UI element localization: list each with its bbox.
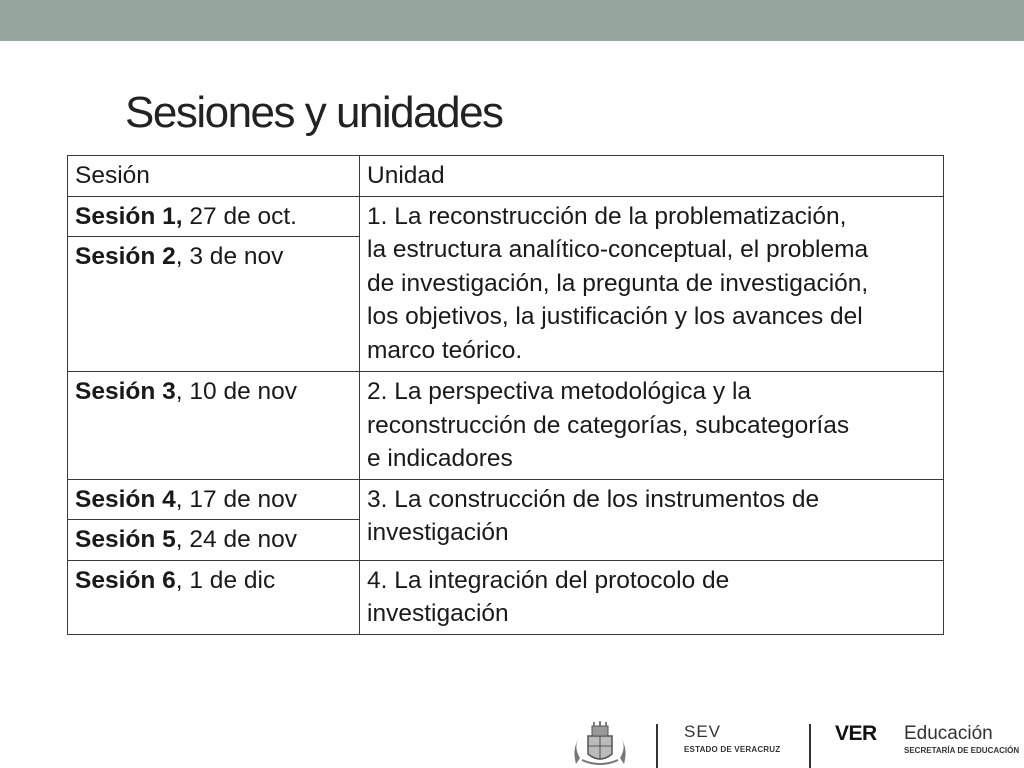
unit-line: 1. La reconstrucción de la problematización, (367, 202, 847, 230)
unit-line: 3. La construcción de los instrumentos de (367, 485, 820, 513)
top-banner (0, 0, 1024, 41)
unit-line: de investigación, la pregunta de investigación, (367, 269, 869, 297)
session-label: Sesión 5 (75, 526, 176, 553)
header-sesion: Sesión (68, 156, 360, 197)
sev-logo-text: SEV (684, 722, 722, 741)
session-cell (68, 520, 360, 561)
divider (809, 724, 811, 768)
session-label: Sesión 3 (75, 378, 176, 405)
unit-line: investigación (367, 600, 509, 627)
session-date: 27 de oct. (182, 202, 297, 230)
session-label: Sesión 1, (75, 202, 183, 230)
table-row (68, 372, 944, 480)
session-date: , 1 de dic (175, 566, 276, 594)
unit-line: 4. La integración del protocolo de (367, 566, 730, 594)
educacion-logo-text: Educación (904, 723, 993, 744)
session-date: , 17 de nov (175, 485, 297, 513)
table-row (68, 196, 944, 237)
unit-line: 2. La perspectiva metodológica y la (367, 378, 752, 405)
table-row (68, 560, 944, 634)
unit-line: la estructura analítico-conceptual, el problema (367, 236, 869, 263)
unit-line: marco teórico. (367, 336, 523, 364)
session-cell (68, 237, 360, 372)
unit-line: e indicadores (367, 445, 513, 472)
footer-logos (560, 718, 1024, 768)
educacion-subtitle: SECRETARÍA DE EDUCACIÓN (904, 746, 1020, 755)
unit-cell (360, 560, 944, 634)
ver-logo-text: VER (835, 722, 877, 745)
unit-line: investigación (367, 519, 509, 546)
session-cell (68, 196, 360, 237)
sev-subtitle: ESTADO DE VERACRUZ (684, 745, 781, 754)
table-row (68, 479, 944, 520)
session-date: , 10 de nov (175, 378, 297, 405)
unit-line: los objetivos, la justificación y los avances del (367, 303, 863, 330)
slide-title: Sesiones y unidades (125, 88, 503, 137)
session-date: , 24 de nov (175, 526, 297, 553)
session-cell (68, 479, 360, 520)
divider (656, 724, 658, 768)
header-unidad: Unidad (360, 156, 944, 197)
table-header-row (68, 156, 944, 197)
session-label: Sesión 2 (75, 243, 176, 270)
session-cell (68, 372, 360, 480)
unit-cell (360, 372, 944, 480)
session-label: Sesión 4 (75, 485, 176, 513)
veracruz-seal-icon (570, 720, 630, 766)
unit-cell (360, 196, 944, 372)
sessions-table (67, 155, 944, 635)
session-cell (68, 560, 360, 634)
unit-cell (360, 479, 944, 560)
session-date: , 3 de nov (175, 243, 284, 270)
unit-line: reconstrucción de categorías, subcategorías (367, 411, 850, 439)
session-label: Sesión 6 (75, 566, 176, 594)
